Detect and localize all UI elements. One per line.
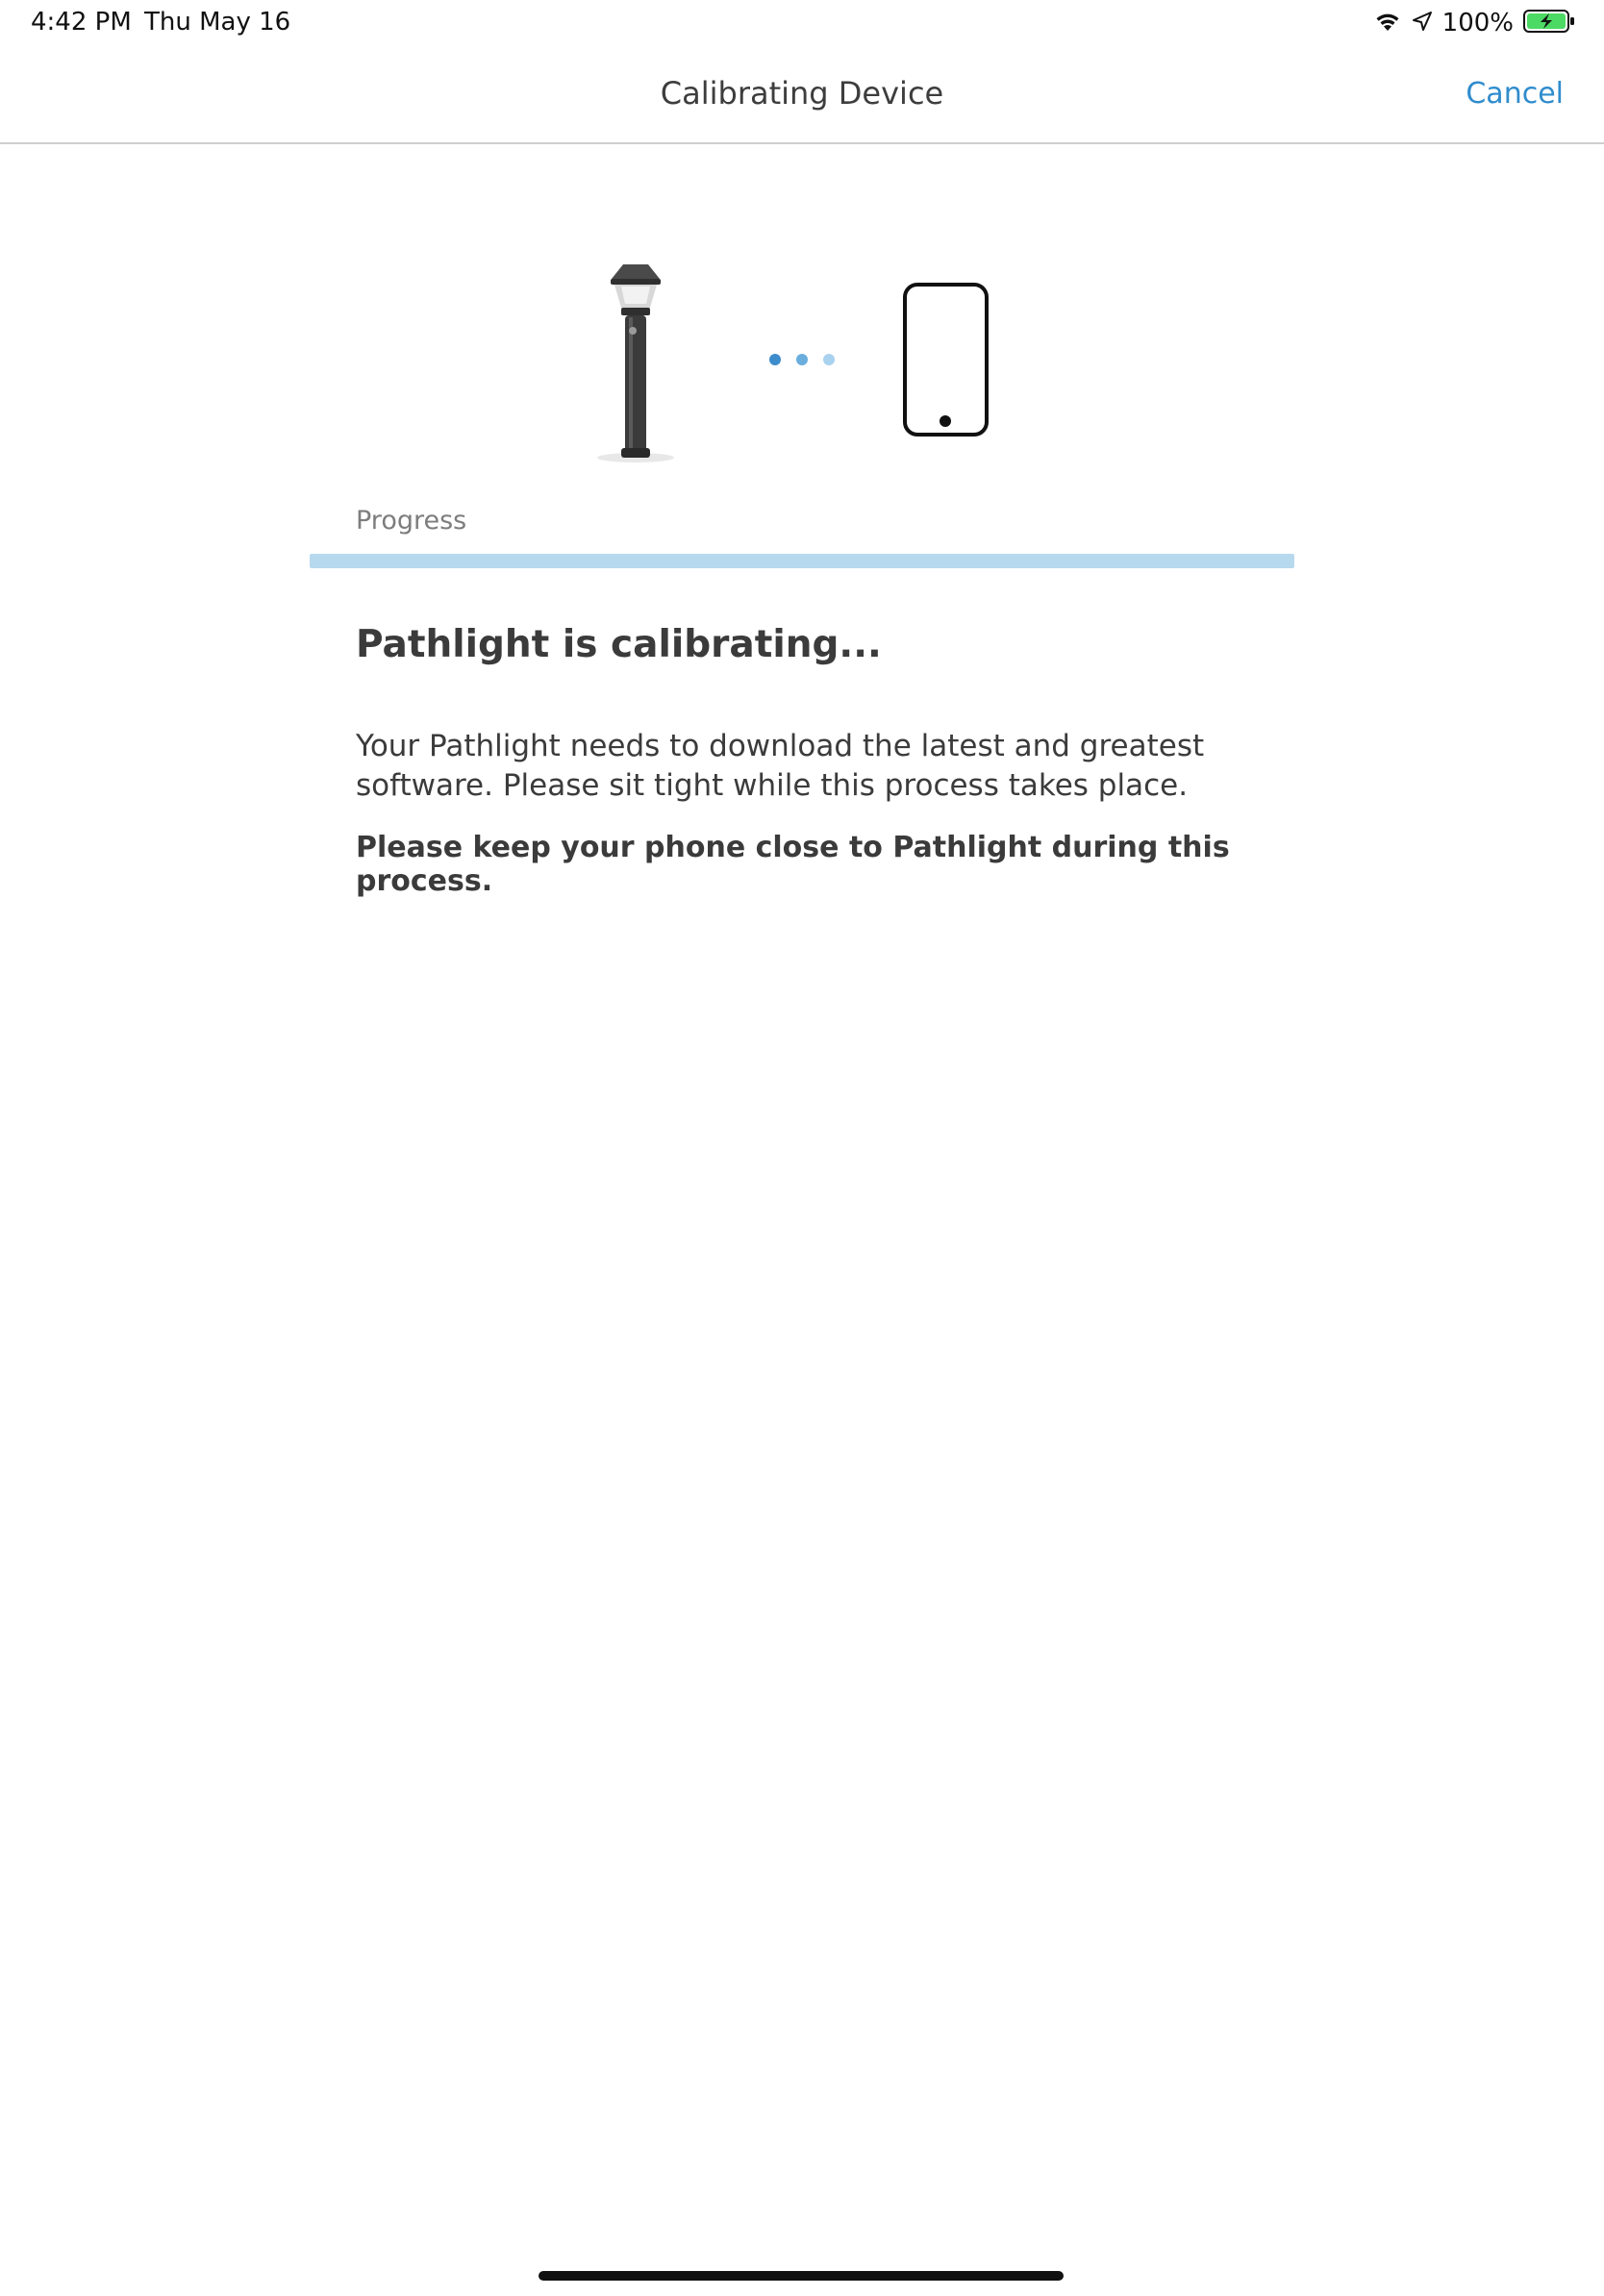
status-description: Your Pathlight needs to download the latest and greatest software. Please sit tight while this process takes place.	[356, 729, 1205, 803]
nav-bar	[0, 46, 1604, 144]
status-date: Thu May 16	[144, 8, 291, 37]
status-time: 4:42 PM	[31, 8, 132, 37]
pairing-illustration	[0, 240, 1604, 471]
status-heading: Pathlight is calibrating...	[356, 623, 882, 666]
home-indicator[interactable]	[539, 2271, 1064, 2281]
cancel-button[interactable]: Cancel	[1466, 77, 1564, 111]
location-arrow-icon	[1412, 11, 1433, 36]
connecting-dots-icon	[769, 354, 835, 365]
pathlight-icon	[597, 264, 674, 462]
proximity-note: Please keep your phone close to Pathlight during this process.	[356, 831, 1230, 898]
wifi-icon	[1373, 10, 1402, 37]
progress-bar	[310, 554, 1294, 568]
battery-percent: 100%	[1441, 9, 1514, 37]
page-title: Calibrating Device	[660, 75, 944, 112]
progress-fill	[310, 554, 1294, 568]
progress-label: Progress	[356, 506, 467, 536]
status-bar	[0, 0, 1604, 46]
phone-icon	[905, 285, 987, 435]
status-indicators	[1373, 6, 1575, 40]
battery-charging-icon	[1523, 9, 1575, 37]
